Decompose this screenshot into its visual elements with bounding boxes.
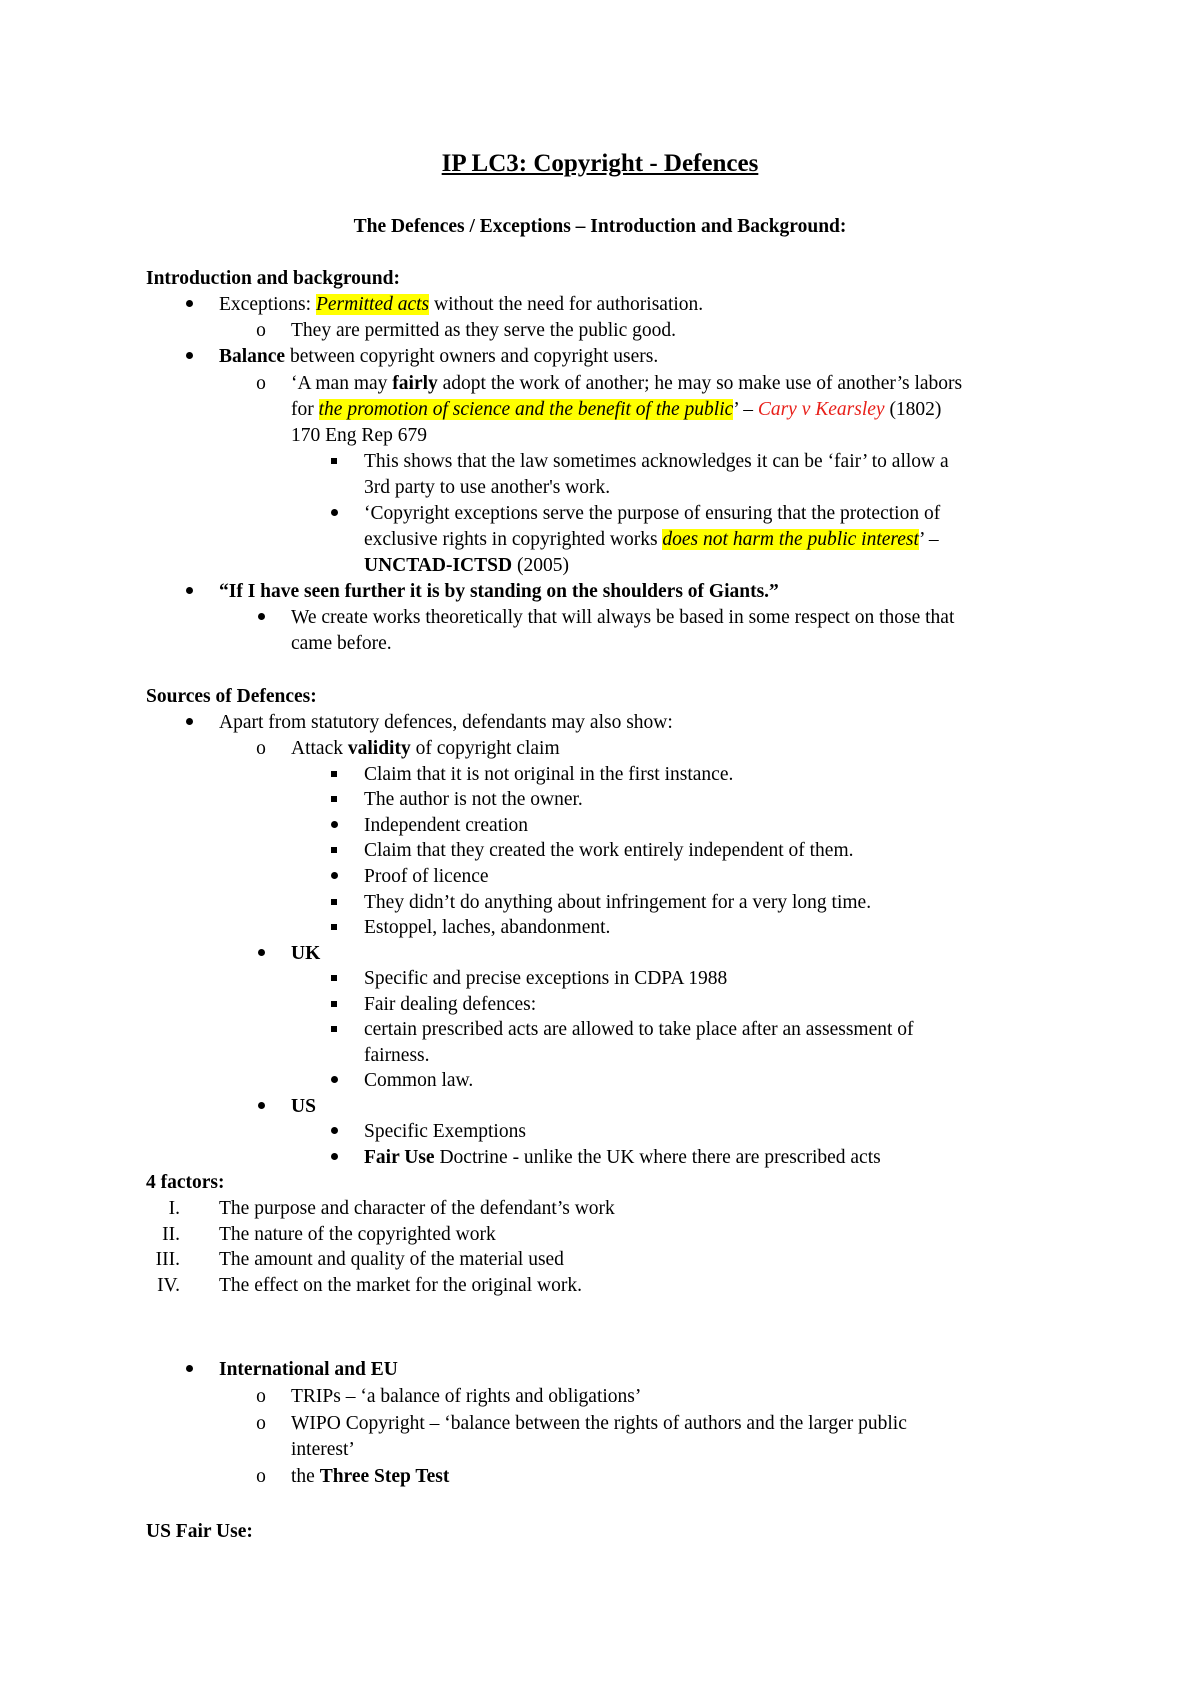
sources-uk-label: UK (291, 943, 321, 964)
intro-unctad-line2: exclusive rights in copyrighted works does not harm the public interest’ – (364, 529, 939, 550)
international-wipo-line1: WIPO Copyright – ‘balance between the rights of authors and the larger public (291, 1413, 907, 1434)
sources-heading: Sources of Defences: (146, 686, 317, 707)
list-item-continued: fairness. (364, 1045, 430, 1066)
list-item: They didn’t do anything about infringement for a very long time. (364, 892, 872, 913)
intro-exceptions: Exceptions: Permitted acts without the need for authorisation. (219, 294, 704, 315)
bullet-dot-icon (324, 1119, 344, 1145)
case-citation: Cary v Kearsley (757, 399, 885, 420)
list-item: Common law. (364, 1070, 474, 1091)
bullet-dot-icon (251, 605, 271, 631)
bullet-dot-icon (324, 1068, 344, 1094)
bullet-dot-icon (179, 292, 199, 318)
list-item: The amount and quality of the material used (219, 1249, 564, 1270)
intro-balance: Balance between copyright owners and copyright users. (219, 346, 659, 367)
intro-giants-sub-line2: came before. (291, 633, 392, 654)
list-item: The purpose and character of the defendant’s work (219, 1198, 615, 1219)
roman-numeral: III. (155, 1249, 180, 1270)
bullet-square-icon (324, 838, 344, 864)
bullet-square-icon (324, 787, 344, 813)
document-title: IP LC3: Copyright - Defences (441, 150, 759, 177)
roman-numeral: II. (162, 1224, 180, 1245)
bullet-dot-icon (324, 1145, 344, 1171)
bullet-dot-icon (179, 1357, 199, 1383)
list-item: Estoppel, laches, abandonment. (364, 917, 611, 938)
bullet-square-icon (324, 992, 344, 1018)
bullet-square-icon (324, 762, 344, 788)
international-wipo-line2: interest’ (291, 1439, 355, 1460)
intro-quote-line1: ‘A man may fairly adopt the work of another; he may so make use of another’s labors (291, 373, 963, 394)
bullet-dot-icon (179, 579, 199, 605)
intro-shows-line2: 3rd party to use another's work. (364, 477, 611, 498)
list-item: The author is not the owner. (364, 789, 583, 810)
roman-numeral: IV. (157, 1275, 180, 1296)
document-subtitle: The Defences / Exceptions – Introduction and Background: (353, 216, 847, 237)
us-fair-use-heading: US Fair Use: (146, 1521, 253, 1542)
bullet-o-icon: o (256, 373, 266, 394)
highlight-permitted-acts: Permitted acts (315, 294, 430, 315)
intro-shows-line1: This shows that the law sometimes acknowledges it can be ‘fair’ to allow a (364, 451, 949, 472)
sources-us-label: US (291, 1096, 316, 1117)
bullet-square-icon (324, 915, 344, 941)
intro-unctad-line3: UNCTAD-ICTSD (2005) (364, 555, 569, 576)
list-item: Claim that they created the work entirely independent of them. (364, 840, 854, 861)
list-item: The nature of the copyrighted work (219, 1224, 496, 1245)
international-three-step: the Three Step Test (291, 1466, 450, 1487)
roman-numeral: I. (168, 1198, 180, 1219)
bullet-dot-icon (324, 813, 344, 839)
list-item: Specific and precise exceptions in CDPA 1988 (364, 968, 728, 989)
bullet-square-icon (324, 1017, 344, 1043)
bullet-o-icon: o (256, 1466, 266, 1487)
intro-heading: Introduction and background: (146, 268, 400, 289)
bullet-square-icon (324, 449, 344, 475)
international-trips: TRIPs – ‘a balance of rights and obligations’ (291, 1386, 642, 1407)
bullet-dot-icon (179, 710, 199, 736)
list-item: Specific Exemptions (364, 1121, 526, 1142)
sources-apart: Apart from statutory defences, defendants may also show: (219, 712, 673, 733)
international-label: International and EU (219, 1359, 398, 1380)
bullet-o-icon: o (256, 320, 266, 341)
bullet-dot-icon (251, 941, 271, 967)
bullet-o-icon: o (256, 738, 266, 759)
bullet-dot-icon (251, 1094, 271, 1120)
highlight-public-interest: does not harm the public interest (662, 529, 919, 550)
intro-quote-line3: 170 Eng Rep 679 (291, 425, 427, 446)
bullet-dot-icon (324, 501, 344, 527)
list-item: Fair dealing defences: (364, 994, 537, 1015)
list-item: Fair Use Doctrine - unlike the UK where there are prescribed acts (364, 1147, 881, 1168)
bullet-square-icon (324, 890, 344, 916)
intro-giants-sub-line1: We create works theoretically that will always be based in some respect on those that (291, 607, 955, 628)
intro-quote-line2: for the promotion of science and the benefit of the public’ – Cary v Kearsley (1802) (291, 399, 942, 420)
list-item: certain prescribed acts are allowed to take place after an assessment of (364, 1019, 914, 1040)
bullet-dot-icon (179, 344, 199, 370)
sources-attack: Attack validity of copyright claim (291, 738, 560, 759)
list-item: Independent creation (364, 815, 529, 836)
bullet-o-icon: o (256, 1413, 266, 1434)
bullet-o-icon: o (256, 1386, 266, 1407)
intro-exceptions-sub: They are permitted as they serve the public good. (291, 320, 676, 341)
list-item: Proof of licence (364, 866, 489, 887)
bullet-dot-icon (324, 864, 344, 890)
factors-heading: 4 factors: (146, 1172, 225, 1193)
intro-giants-quote: “If I have seen further it is by standing on the shoulders of Giants.” (219, 581, 779, 602)
bullet-square-icon (324, 966, 344, 992)
highlight-promotion-of-science: the promotion of science and the benefit of the public (318, 399, 734, 420)
list-item: The effect on the market for the original work. (219, 1275, 582, 1296)
intro-unctad-line1: ‘Copyright exceptions serve the purpose of ensuring that the protection of (364, 503, 941, 524)
list-item: Claim that it is not original in the first instance. (364, 764, 734, 785)
